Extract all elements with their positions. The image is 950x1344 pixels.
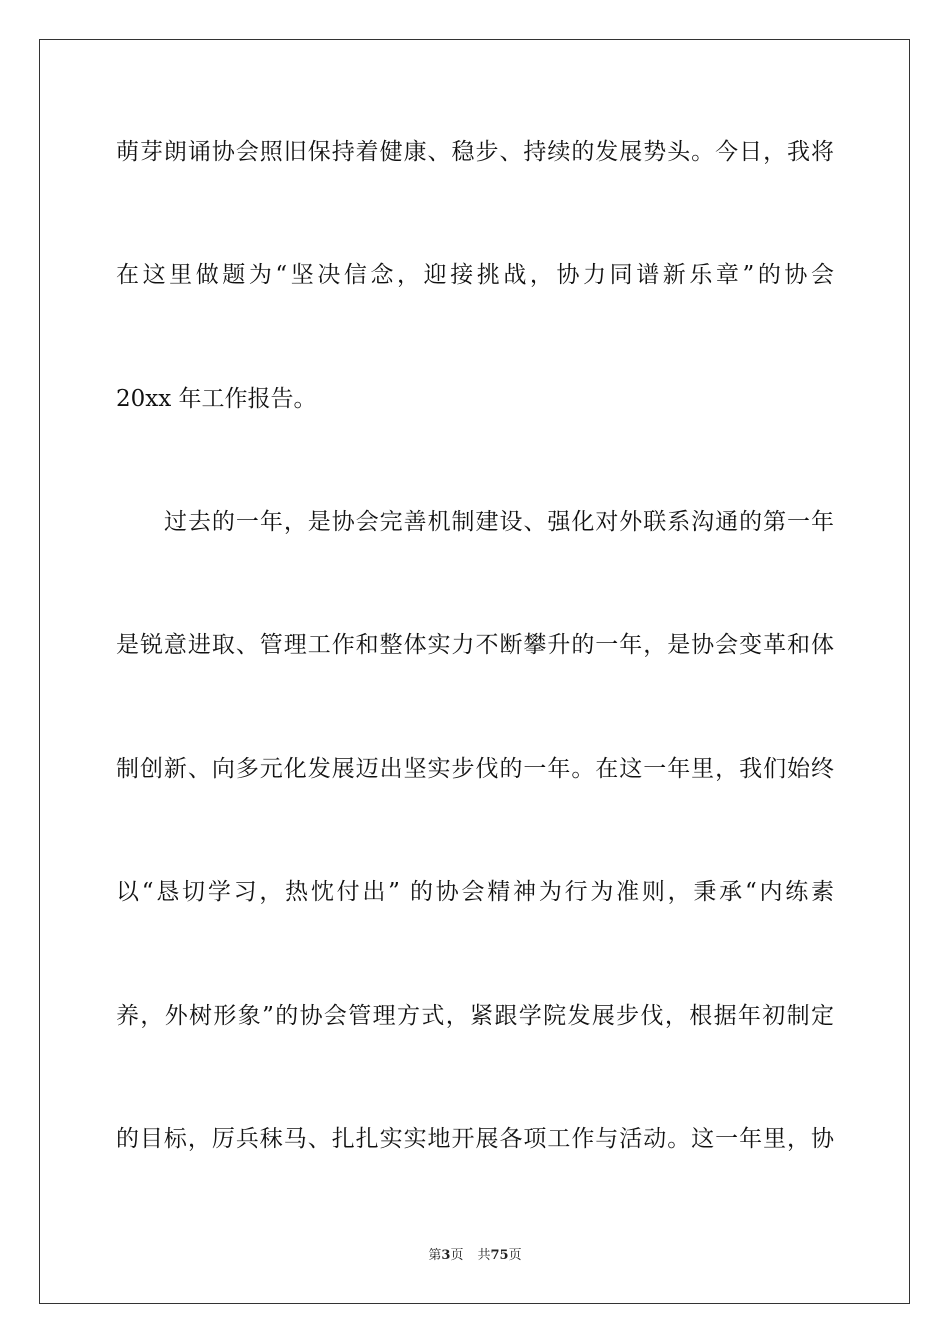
text-line-5: 是锐意进取、管理工作和整体实力不断攀升的一年，是协会变革和体 bbox=[116, 632, 834, 658]
text-line-7: 以“恳切学习，热忱付出” 的协会精神为行为准则，秉承“内练素 bbox=[116, 879, 834, 905]
text-line-3: 20xx 年工作报告。 bbox=[116, 386, 317, 412]
total-prefix: 共 bbox=[477, 1248, 491, 1263]
total-suffix: 页 bbox=[508, 1248, 522, 1263]
text-line-4: 过去的一年，是协会完善机制建设、强化对外联系沟通的第一年 bbox=[164, 509, 834, 535]
text-line-6: 制创新、向多元化发展迈出坚实步伐的一年。在这一年里，我们始终 bbox=[116, 756, 834, 782]
page-total: 75 bbox=[490, 1248, 509, 1263]
page-prefix: 第 bbox=[428, 1248, 442, 1263]
page-border bbox=[39, 39, 910, 1304]
page-suffix: 页 bbox=[450, 1248, 464, 1263]
text-line-8: 养，外树形象”的协会管理方式，紧跟学院发展步伐，根据年初制定 bbox=[116, 1003, 834, 1029]
text-line-1: 萌芽朗诵协会照旧保持着健康、稳步、持续的发展势头。今日，我将 bbox=[116, 139, 834, 165]
text-line-2: 在这里做题为“坚决信念，迎接挑战，协力同谱新乐章”的协会 bbox=[116, 262, 834, 288]
page-footer bbox=[0, 1248, 950, 1264]
page-current: 3 bbox=[441, 1248, 451, 1263]
text-line-9: 的目标，厉兵秣马、扎扎实实地开展各项工作与活动。这一年里，协 bbox=[116, 1126, 834, 1152]
